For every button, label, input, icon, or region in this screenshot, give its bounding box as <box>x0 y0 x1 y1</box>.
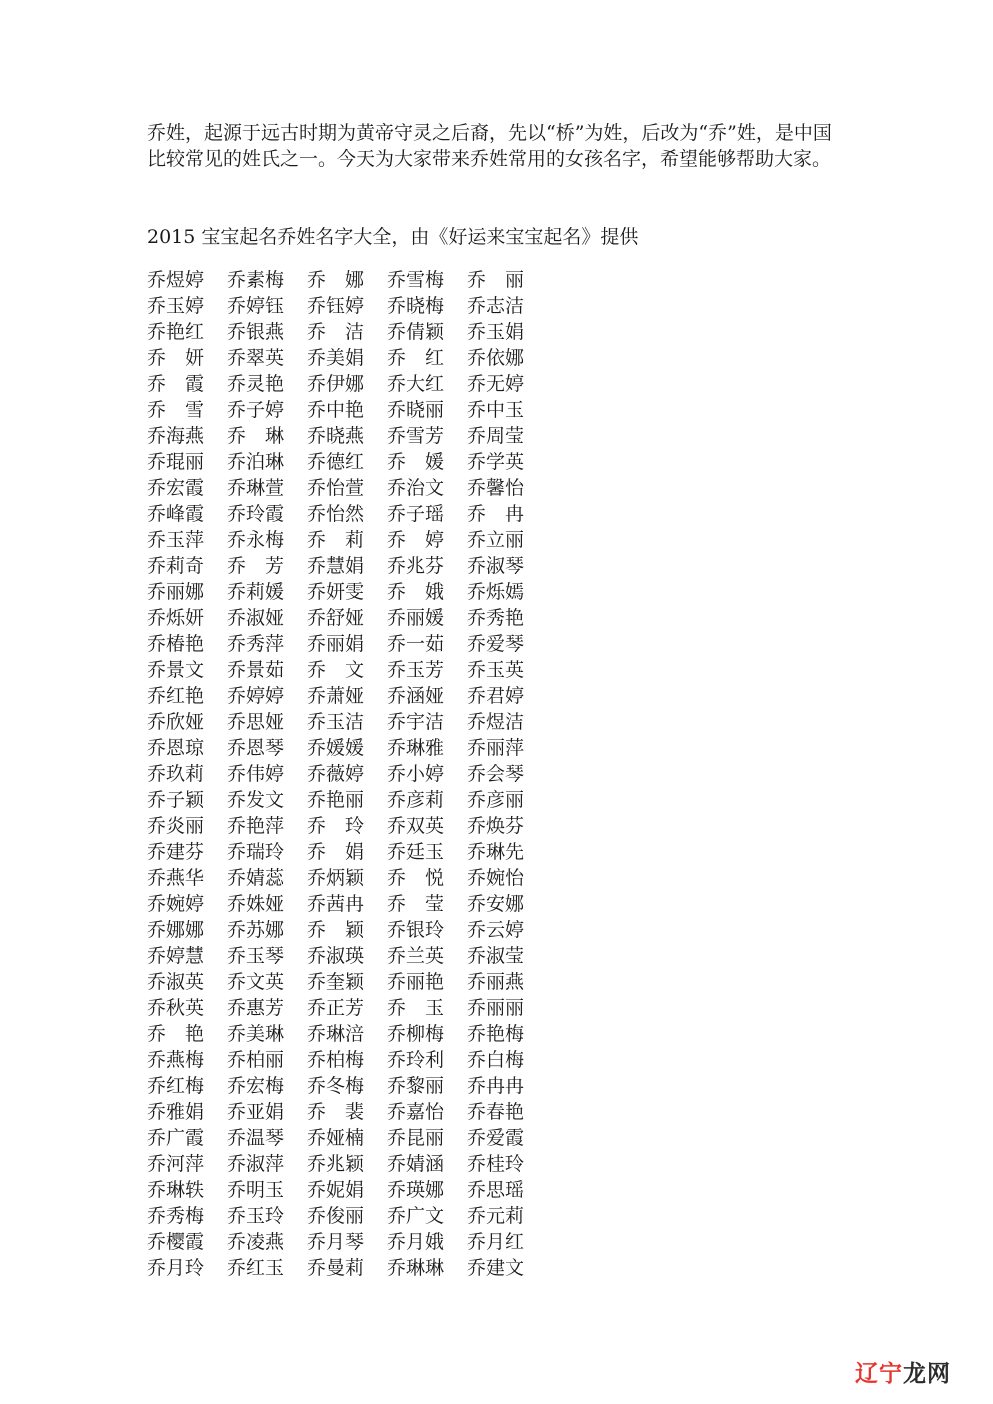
names-row <box>147 917 547 943</box>
name-entry: 乔无婷 <box>467 373 525 395</box>
name-entry: 乔琨丽 <box>147 451 205 473</box>
name-entry: 乔秀萍 <box>227 633 285 655</box>
names-row <box>147 969 547 995</box>
name-entry: 乔思瑶 <box>467 1179 525 1201</box>
name-entry: 乔秋英 <box>147 997 205 1019</box>
name-entry: 乔媛媛 <box>307 737 365 759</box>
name-entry: 乔晓梅 <box>387 295 445 317</box>
name-entry: 乔柏梅 <box>307 1049 365 1071</box>
name-entry: 乔思娅 <box>227 711 285 733</box>
names-row <box>147 553 547 579</box>
name-entry: 乔月娥 <box>387 1231 445 1253</box>
name-entry: 乔红玉 <box>227 1257 285 1279</box>
name-entry: 乔 婷 <box>387 529 445 551</box>
names-row <box>147 397 547 423</box>
name-entry: 乔怡萱 <box>307 477 365 499</box>
name-entry: 乔妍雯 <box>307 581 365 603</box>
name-entry: 乔伟婷 <box>227 763 285 785</box>
name-entry: 乔昆丽 <box>387 1127 445 1149</box>
name-entry: 乔永梅 <box>227 529 285 551</box>
name-entry: 乔淑莹 <box>467 945 525 967</box>
name-entry: 乔晓燕 <box>307 425 365 447</box>
name-entry: 乔兆颖 <box>307 1153 365 1175</box>
name-entry: 乔雅娟 <box>147 1101 205 1123</box>
name-entry: 乔黎丽 <box>387 1075 445 1097</box>
name-entry: 乔治文 <box>387 477 445 499</box>
name-entry: 乔雪梅 <box>387 269 445 291</box>
names-row <box>147 293 547 319</box>
names-list <box>147 267 547 1281</box>
name-entry: 乔涵娅 <box>387 685 445 707</box>
name-entry: 乔琳轶 <box>147 1179 205 1201</box>
source-line: 2015 宝宝起名乔姓名字大全，由《好运来宝宝起名》提供 <box>147 226 639 248</box>
name-entry: 乔河萍 <box>147 1153 205 1175</box>
name-entry: 乔大红 <box>387 373 445 395</box>
name-entry: 乔玉萍 <box>147 529 205 551</box>
name-entry: 乔玉英 <box>467 659 525 681</box>
name-entry: 乔煜洁 <box>467 711 525 733</box>
name-entry: 乔欣娅 <box>147 711 205 733</box>
name-entry: 乔 媛 <box>387 451 445 473</box>
names-row <box>147 319 547 345</box>
name-entry: 乔彦莉 <box>387 789 445 811</box>
name-entry: 乔馨怡 <box>467 477 525 499</box>
name-entry: 乔萧娅 <box>307 685 365 707</box>
name-entry: 乔 芳 <box>227 555 285 577</box>
name-entry: 乔舒娅 <box>307 607 365 629</box>
name-entry: 乔淑瑛 <box>307 945 365 967</box>
name-entry: 乔苏娜 <box>227 919 285 941</box>
name-entry: 乔 玉 <box>387 997 445 1019</box>
name-entry: 乔景茹 <box>227 659 285 681</box>
name-entry: 乔安娜 <box>467 893 525 915</box>
name-entry: 乔玲利 <box>387 1049 445 1071</box>
name-entry: 乔冉冉 <box>467 1075 525 1097</box>
name-entry: 乔娜娜 <box>147 919 205 941</box>
name-entry: 乔冬梅 <box>307 1075 365 1097</box>
name-entry: 乔玉琴 <box>227 945 285 967</box>
name-entry: 乔春艳 <box>467 1101 525 1123</box>
name-entry: 乔淑娅 <box>227 607 285 629</box>
name-entry: 乔广霞 <box>147 1127 205 1149</box>
names-row <box>147 1021 547 1047</box>
name-entry: 乔红艳 <box>147 685 205 707</box>
name-entry: 乔炎丽 <box>147 815 205 837</box>
names-row <box>147 943 547 969</box>
name-entry: 乔瑛娜 <box>387 1179 445 1201</box>
name-entry: 乔文英 <box>227 971 285 993</box>
name-entry: 乔秀艳 <box>467 607 525 629</box>
name-entry: 乔淑萍 <box>227 1153 285 1175</box>
names-row <box>147 1177 547 1203</box>
names-row <box>147 631 547 657</box>
names-row <box>147 735 547 761</box>
name-entry: 乔琳先 <box>467 841 525 863</box>
name-entry: 乔凌燕 <box>227 1231 285 1253</box>
name-entry: 乔白梅 <box>467 1049 525 1071</box>
names-row <box>147 1151 547 1177</box>
names-row <box>147 345 547 371</box>
name-entry: 乔建芬 <box>147 841 205 863</box>
name-entry: 乔 丽 <box>467 269 525 291</box>
name-entry: 乔柏丽 <box>227 1049 285 1071</box>
name-entry: 乔 娟 <box>307 841 365 863</box>
name-entry: 乔玉娟 <box>467 321 525 343</box>
name-entry: 乔发文 <box>227 789 285 811</box>
name-entry: 乔薇婷 <box>307 763 365 785</box>
name-entry: 乔婉怡 <box>467 867 525 889</box>
name-entry: 乔 娥 <box>387 581 445 603</box>
name-entry: 乔子婷 <box>227 399 285 421</box>
name-entry: 乔炳颖 <box>307 867 365 889</box>
name-entry: 乔一茹 <box>387 633 445 655</box>
name-entry: 乔婧涵 <box>387 1153 445 1175</box>
name-entry: 乔丽娟 <box>307 633 365 655</box>
name-entry: 乔淑琴 <box>467 555 525 577</box>
name-entry: 乔广文 <box>387 1205 445 1227</box>
names-row <box>147 579 547 605</box>
name-entry: 乔桂玲 <box>467 1153 525 1175</box>
name-entry: 乔丽萍 <box>467 737 525 759</box>
name-entry: 乔兰英 <box>387 945 445 967</box>
name-entry: 乔 红 <box>387 347 445 369</box>
name-entry: 乔银玲 <box>387 919 445 941</box>
name-entry: 乔丽丽 <box>467 997 525 1019</box>
names-row <box>147 995 547 1021</box>
name-entry: 乔温琴 <box>227 1127 285 1149</box>
names-row <box>147 891 547 917</box>
name-entry: 乔峰霞 <box>147 503 205 525</box>
names-row <box>147 1099 547 1125</box>
name-entry: 乔子瑶 <box>387 503 445 525</box>
name-entry: 乔燕梅 <box>147 1049 205 1071</box>
names-row <box>147 1229 547 1255</box>
name-entry: 乔柳梅 <box>387 1023 445 1045</box>
name-entry: 乔德红 <box>307 451 365 473</box>
name-entry: 乔玉玲 <box>227 1205 285 1227</box>
name-entry: 乔婧蕊 <box>227 867 285 889</box>
name-entry: 乔玲霞 <box>227 503 285 525</box>
name-entry: 乔伊娜 <box>307 373 365 395</box>
name-entry: 乔婷婷 <box>227 685 285 707</box>
names-row <box>147 1073 547 1099</box>
name-entry: 乔 娜 <box>307 269 365 291</box>
name-entry: 乔丽媛 <box>387 607 445 629</box>
name-entry: 乔茜冉 <box>307 893 365 915</box>
names-row <box>147 657 547 683</box>
name-entry: 乔玉芳 <box>387 659 445 681</box>
name-entry: 乔 莹 <box>387 893 445 915</box>
name-entry: 乔姝娅 <box>227 893 285 915</box>
name-entry: 乔晓丽 <box>387 399 445 421</box>
name-entry: 乔素梅 <box>227 269 285 291</box>
name-entry: 乔婷慧 <box>147 945 205 967</box>
name-entry: 乔艳红 <box>147 321 205 343</box>
names-row <box>147 1047 547 1073</box>
names-row <box>147 423 547 449</box>
names-row <box>147 605 547 631</box>
name-entry: 乔海燕 <box>147 425 205 447</box>
name-entry: 乔美琳 <box>227 1023 285 1045</box>
name-entry: 乔怡然 <box>307 503 365 525</box>
name-entry: 乔红梅 <box>147 1075 205 1097</box>
name-entry: 乔周莹 <box>467 425 525 447</box>
name-entry: 乔云婷 <box>467 919 525 941</box>
name-entry: 乔 霞 <box>147 373 205 395</box>
name-entry: 乔志洁 <box>467 295 525 317</box>
name-entry: 乔 雪 <box>147 399 205 421</box>
name-entry: 乔瑞玲 <box>227 841 285 863</box>
name-entry: 乔爱霞 <box>467 1127 525 1149</box>
name-entry: 乔亚娟 <box>227 1101 285 1123</box>
intro-paragraph: 乔姓，起源于远古时期为黄帝守灵之后裔，先以“桥”为姓，后改为“乔”姓，是中国比较常见的姓氏之一。今天为大家带来乔姓常用的女孩名字，希望能够帮助大家。 <box>147 122 832 170</box>
names-row <box>147 501 547 527</box>
name-entry: 乔月玲 <box>147 1257 205 1279</box>
names-row <box>147 761 547 787</box>
name-entry: 乔爱琴 <box>467 633 525 655</box>
name-entry: 乔小婷 <box>387 763 445 785</box>
name-entry: 乔曼莉 <box>307 1257 365 1279</box>
name-entry: 乔 裴 <box>307 1101 365 1123</box>
names-row <box>147 1203 547 1229</box>
site-watermark-logo <box>855 1354 951 1388</box>
name-entry: 乔 悦 <box>387 867 445 889</box>
name-entry: 乔 文 <box>307 659 365 681</box>
name-entry: 乔泊琳 <box>227 451 285 473</box>
name-entry: 乔 琳 <box>227 425 285 447</box>
name-entry: 乔艳萍 <box>227 815 285 837</box>
name-entry: 乔娅楠 <box>307 1127 365 1149</box>
name-entry: 乔银燕 <box>227 321 285 343</box>
name-entry: 乔宏梅 <box>227 1075 285 1097</box>
name-entry: 乔燕华 <box>147 867 205 889</box>
name-entry: 乔宏霞 <box>147 477 205 499</box>
name-entry: 乔 莉 <box>307 529 365 551</box>
name-entry: 乔钰婷 <box>307 295 365 317</box>
name-entry: 乔立丽 <box>467 529 525 551</box>
names-row <box>147 1125 547 1151</box>
names-row <box>147 267 547 293</box>
name-entry: 乔彦丽 <box>467 789 525 811</box>
name-entry: 乔琳萱 <box>227 477 285 499</box>
name-entry: 乔恩琼 <box>147 737 205 759</box>
name-entry: 乔明玉 <box>227 1179 285 1201</box>
name-entry: 乔兆芬 <box>387 555 445 577</box>
name-entry: 乔玉婷 <box>147 295 205 317</box>
name-entry: 乔翠英 <box>227 347 285 369</box>
name-entry: 乔子颖 <box>147 789 205 811</box>
name-entry: 乔美娟 <box>307 347 365 369</box>
name-entry: 乔淑英 <box>147 971 205 993</box>
name-entry: 乔莉媛 <box>227 581 285 603</box>
name-entry: 乔 妍 <box>147 347 205 369</box>
name-entry: 乔学英 <box>467 451 525 473</box>
name-entry: 乔双英 <box>387 815 445 837</box>
names-row <box>147 527 547 553</box>
names-row <box>147 787 547 813</box>
name-entry: 乔月红 <box>467 1231 525 1253</box>
name-entry: 乔婷钰 <box>227 295 285 317</box>
name-entry: 乔琳琳 <box>387 1257 445 1279</box>
name-entry: 乔琳涪 <box>307 1023 365 1045</box>
name-entry: 乔中艳 <box>307 399 365 421</box>
name-entry: 乔煜婷 <box>147 269 205 291</box>
name-entry: 乔正芳 <box>307 997 365 1019</box>
name-entry: 乔 冉 <box>467 503 525 525</box>
name-entry: 乔丽娜 <box>147 581 205 603</box>
name-entry: 乔婉婷 <box>147 893 205 915</box>
names-row <box>147 709 547 735</box>
watermark-text-part1: 辽宁 <box>855 1360 903 1387</box>
names-row <box>147 865 547 891</box>
name-entry: 乔月琴 <box>307 1231 365 1253</box>
name-entry: 乔慧娟 <box>307 555 365 577</box>
name-entry: 乔丽艳 <box>387 971 445 993</box>
name-entry: 乔嘉怡 <box>387 1101 445 1123</box>
name-entry: 乔会琴 <box>467 763 525 785</box>
name-entry: 乔 洁 <box>307 321 365 343</box>
name-entry: 乔宇洁 <box>387 711 445 733</box>
name-entry: 乔中玉 <box>467 399 525 421</box>
names-row <box>147 449 547 475</box>
name-entry: 乔恩琴 <box>227 737 285 759</box>
names-row <box>147 1255 547 1281</box>
name-entry: 乔灵艳 <box>227 373 285 395</box>
name-entry: 乔 颖 <box>307 919 365 941</box>
name-entry: 乔倩颖 <box>387 321 445 343</box>
name-entry: 乔焕芬 <box>467 815 525 837</box>
name-entry: 乔玖莉 <box>147 763 205 785</box>
name-entry: 乔景文 <box>147 659 205 681</box>
name-entry: 乔雪芳 <box>387 425 445 447</box>
names-row <box>147 475 547 501</box>
name-entry: 乔依娜 <box>467 347 525 369</box>
name-entry: 乔艳丽 <box>307 789 365 811</box>
name-entry: 乔奎颖 <box>307 971 365 993</box>
name-entry: 乔莉奇 <box>147 555 205 577</box>
name-entry: 乔烁嫣 <box>467 581 525 603</box>
name-entry: 乔俊丽 <box>307 1205 365 1227</box>
name-entry: 乔椿艳 <box>147 633 205 655</box>
names-row <box>147 371 547 397</box>
name-entry: 乔元莉 <box>467 1205 525 1227</box>
name-entry: 乔 艳 <box>147 1023 205 1045</box>
name-entry: 乔玉洁 <box>307 711 365 733</box>
names-row <box>147 683 547 709</box>
name-entry: 乔丽燕 <box>467 971 525 993</box>
name-entry: 乔廷玉 <box>387 841 445 863</box>
names-row <box>147 839 547 865</box>
name-entry: 乔琳雅 <box>387 737 445 759</box>
name-entry: 乔妮娟 <box>307 1179 365 1201</box>
name-entry: 乔建文 <box>467 1257 525 1279</box>
name-entry: 乔艳梅 <box>467 1023 525 1045</box>
name-entry: 乔君婷 <box>467 685 525 707</box>
watermark-text-part2: 龙网 <box>903 1360 951 1387</box>
name-entry: 乔秀梅 <box>147 1205 205 1227</box>
names-row <box>147 813 547 839</box>
name-entry: 乔惠芳 <box>227 997 285 1019</box>
name-entry: 乔烁妍 <box>147 607 205 629</box>
name-entry: 乔 玲 <box>307 815 365 837</box>
name-entry: 乔樱霞 <box>147 1231 205 1253</box>
